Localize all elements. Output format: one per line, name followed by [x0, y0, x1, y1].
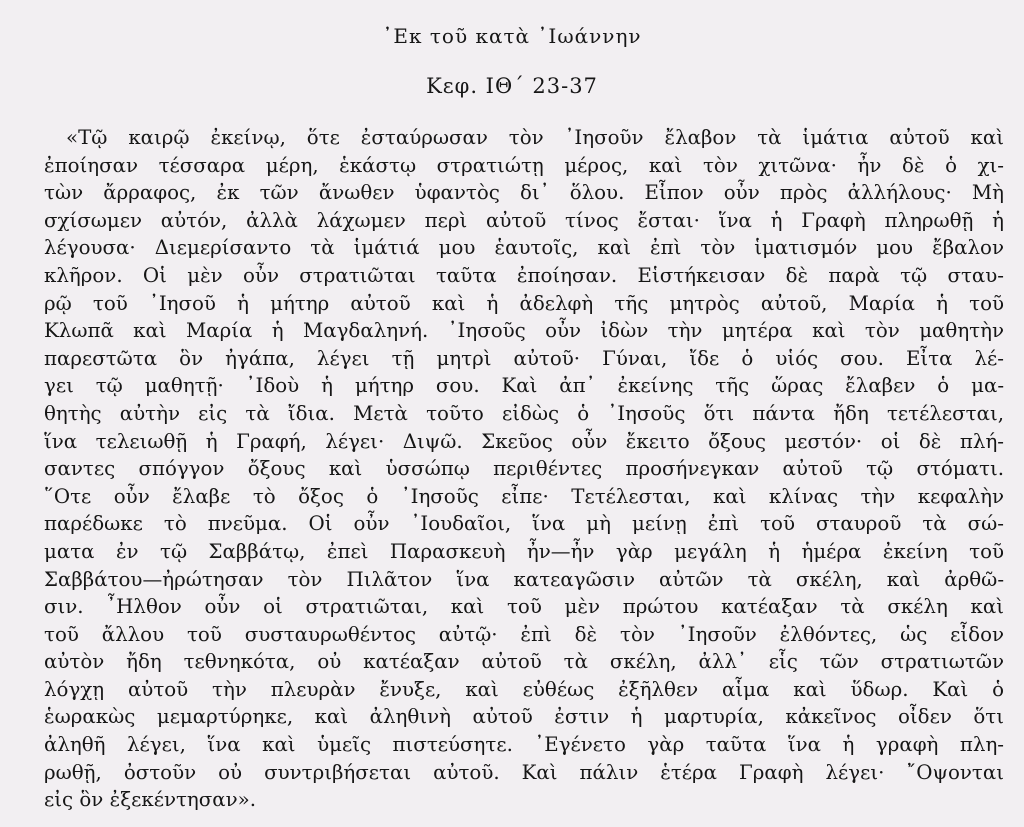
text-line: τὼν ἄρραφος, ἐκ τῶν ἄνωθεν ὑφαντὸς δι᾿ ὅλου. Εἶπον οὖν πρὸς ἀλλήλους· Μὴ — [44, 181, 1004, 205]
text-line: ρῷ τοῦ ᾿Ιησοῦ ἡ μήτηρ αὐτοῦ καὶ ἡ ἀδελφὴ τῆς μητρὸς αὐτοῦ, Μαρία ἡ τοῦ — [44, 291, 1004, 315]
text-line: ἵνα τελειωθῇ ἡ Γραφή, λέγει· Διψῶ. Σκεῦος οὖν ἔκειτο ὄξους μεστόν· οἱ δὲ πλή- — [44, 429, 1004, 453]
page-title: ᾿Εκ τοῦ κατὰ ᾿Ιωάννην — [382, 24, 642, 48]
text-line: ἑωρακὼς μεμαρτύρηκε, καὶ ἀληθινὴ αὐτοῦ ἐστιν ἡ μαρτυρία, κἀκεῖνος οἶδεν ὅτι — [44, 705, 1004, 729]
text-line: Σαββάτου—ἠρώτησαν τὸν Πιλᾶτον ἵνα κατεαγῶσιν αὐτῶν τὰ σκέλη, καὶ ἀρθῶ- — [44, 567, 1004, 591]
text-line: λέγουσα· Διεμερίσαντο τὰ ἱμάτιά μου ἑαυτοῖς, καὶ ἐπὶ τὸν ἱματισμόν μου ἔβαλον — [44, 236, 1004, 260]
text-line: «Τῷ καιρῷ ἐκείνῳ, ὅτε ἐσταύρωσαν τὸν ᾿Ιησοῦν ἔλαβον τὰ ἱμάτια αὐτοῦ καὶ — [66, 126, 1004, 149]
text-line: θητὴς αὐτὴν εἰς τὰ ἴδια. Μετὰ τοῦτο εἰδὼς ὁ ᾿Ιησοῦς ὅτι πάντα ἤδη τετέλεσται, — [44, 401, 1004, 425]
text-line: ματα ἐν τῷ Σαββάτῳ, ἐπεὶ Παρασκευὴ ἦν—ἦν γὰρ μεγάλη ἡ ἡμέρα ἐκείνη τοῦ — [44, 539, 1004, 563]
text-line: γει τῷ μαθητῇ· ᾿Ιδοὺ ἡ μήτηρ σου. Καὶ ἀπ᾿ ἐκείνης τῆς ὥρας ἔλαβεν ὁ μα- — [44, 374, 1004, 398]
text-line: σχίσωμεν αὐτόν, ἀλλὰ λάχωμεν περὶ αὐτοῦ τίνος ἔσται· ἵνα ἡ Γραφὴ πληρωθῇ ἡ — [44, 208, 1004, 232]
text-line: σαντες σπόγγον ὄξους καὶ ὑσσώπῳ περιθέντες προσήνεγκαν αὐτοῦ τῷ στόματι. — [44, 457, 1004, 481]
text-line: κλῆρον. Οἱ μὲν οὖν στρατιῶται ταῦτα ἐποίησαν. Εἱστήκεισαν δὲ παρὰ τῷ σταυ- — [44, 263, 1004, 287]
chapter-heading: Κεφ. ΙΘ΄ 23-37 — [426, 74, 598, 98]
text-line: παρεστῶτα ὃν ἠγάπα, λέγει τῇ μητρὶ αὐτοῦ· Γύναι, ἴδε ὁ υἱός σου. Εἶτα λέ- — [44, 346, 1004, 370]
text-line: αὐτὸν ἤδη τεθνηκότα, οὐ κατέαξαν αὐτοῦ τὰ σκέλη, ἀλλ᾿ εἷς τῶν στρατιωτῶν — [44, 650, 1004, 674]
text-line: ρωθῇ, ὀστοῦν οὐ συντριβήσεται αὐτοῦ. Καὶ πάλιν ἑτέρα Γραφὴ λέγει· ῎Οψονται — [44, 760, 1004, 784]
text-line: τοῦ ἄλλου τοῦ συσταυρωθέντος αὐτῷ· ἐπὶ δὲ τὸν ᾿Ιησοῦν ἐλθόντες, ὡς εἶδον — [44, 622, 1004, 646]
text-line: σιν. ῏Ηλθον οὖν οἱ στρατιῶται, καὶ τοῦ μὲν πρώτου κατέαξαν τὰ σκέλη καὶ — [44, 595, 1004, 619]
text-line: ἐποίησαν τέσσαρα μέρη, ἑκάστῳ στρατιώτῃ μέρος, καὶ τὸν χιτῶνα· ἦν δὲ ὁ χι- — [44, 153, 1004, 177]
text-line: λόγχῃ αὐτοῦ τὴν πλευρὰν ἔνυξε, καὶ εὐθέως ἐξῆλθεν αἷμα καὶ ὕδωρ. Καὶ ὁ — [44, 677, 1004, 701]
text-line: εἰς ὃν ἐξεκέντησαν». — [44, 788, 257, 812]
text-line: παρέδωκε τὸ πνεῦμα. Οἱ οὖν ᾿Ιουδαῖοι, ἵνα μὴ μείνῃ ἐπὶ τοῦ σταυροῦ τὰ σώ- — [44, 512, 1004, 536]
scripture-text-block — [44, 124, 1004, 814]
text-line: ἀληθῆ λέγει, ἵνα καὶ ὑμεῖς πιστεύσητε. ᾿Εγένετο γὰρ ταῦτα ἵνα ἡ γραφὴ πλη- — [44, 733, 1004, 757]
text-line: Κλωπᾶ καὶ Μαρία ἡ Μαγδαληνή. ᾿Ιησοῦς οὖν ἰδὼν τὴν μητέρα καὶ τὸν μαθητὴν — [44, 319, 1004, 343]
text-line: ῞Οτε οὖν ἔλαβε τὸ ὄξος ὁ ᾿Ιησοῦς εἶπε· Τετέλεσται, καὶ κλίνας τὴν κεφαλὴν — [44, 484, 1004, 508]
